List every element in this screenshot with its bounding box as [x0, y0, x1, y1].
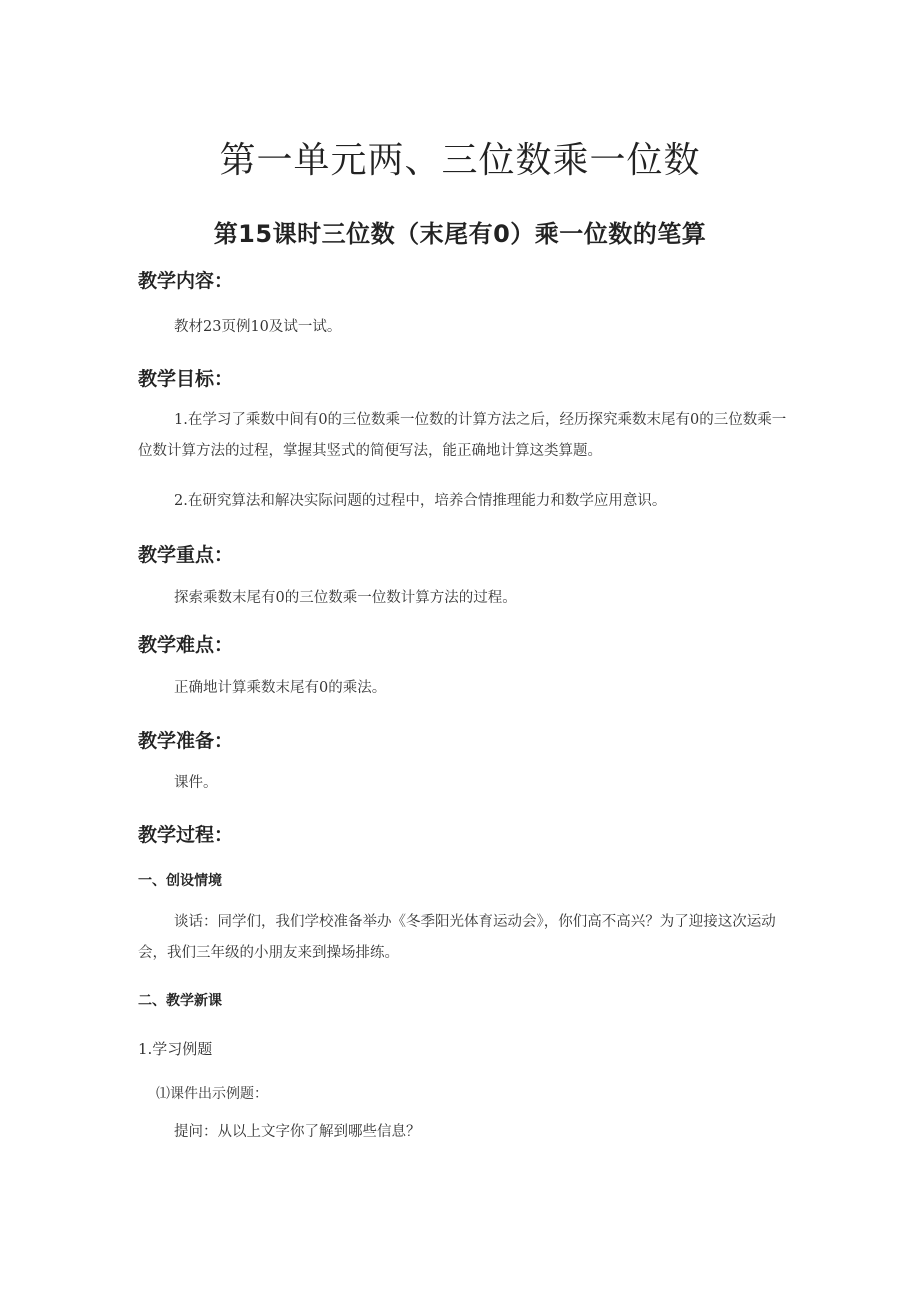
step-1-sub-label: ⑴课件出示例题：	[156, 1086, 268, 1102]
objective-item-2: 2.在研究算法和解决实际问题的过程中，培养合情推理能力和数学应用意识。	[174, 493, 667, 509]
key-points-heading: 教学重点：	[138, 544, 234, 566]
difficulties-text: 正确地计算乘数末尾有0的乘法。	[174, 680, 387, 696]
key-points-text: 探索乘数末尾有0的三位数乘一位数计算方法的过程。	[174, 590, 517, 606]
sub-title: 第15课时三位数（末尾有0）乘一位数的笔算	[213, 220, 707, 248]
main-title: 第一单元两、三位数乘一位数	[219, 140, 701, 181]
section-2-title: 二、教学新课	[138, 993, 222, 1009]
content-heading: 教学内容：	[138, 270, 234, 292]
section-1-title: 一、创设情境	[138, 873, 222, 889]
question-text: 提问：从以上文字你了解到哪些信息？	[174, 1124, 421, 1140]
objective-item-1: 1.在学习了乘数中间有0的三位数乘一位数的计算方法之后，经历探究乘数末尾有0的三位数乘一位数计算方法的过程，掌握其竖式的简便写法，能正确地计算这类算题。	[138, 412, 787, 459]
content-text: 教材23页例10及试一试。	[174, 319, 342, 335]
difficulties-heading: 教学难点：	[138, 634, 234, 656]
preparation-text: 课件。	[174, 775, 218, 791]
preparation-heading: 教学准备：	[138, 730, 234, 752]
section-1-text: 谈话：同学们，我们学校准备举办《冬季阳光体育运动会》，你们高不高兴？为了迎接这次运动会，我们三年级的小朋友来到操场排练。	[138, 914, 776, 961]
step-1-label: 1.学习例题	[138, 1040, 213, 1058]
objectives-heading: 教学目标：	[138, 368, 234, 390]
process-heading: 教学过程：	[138, 824, 234, 846]
